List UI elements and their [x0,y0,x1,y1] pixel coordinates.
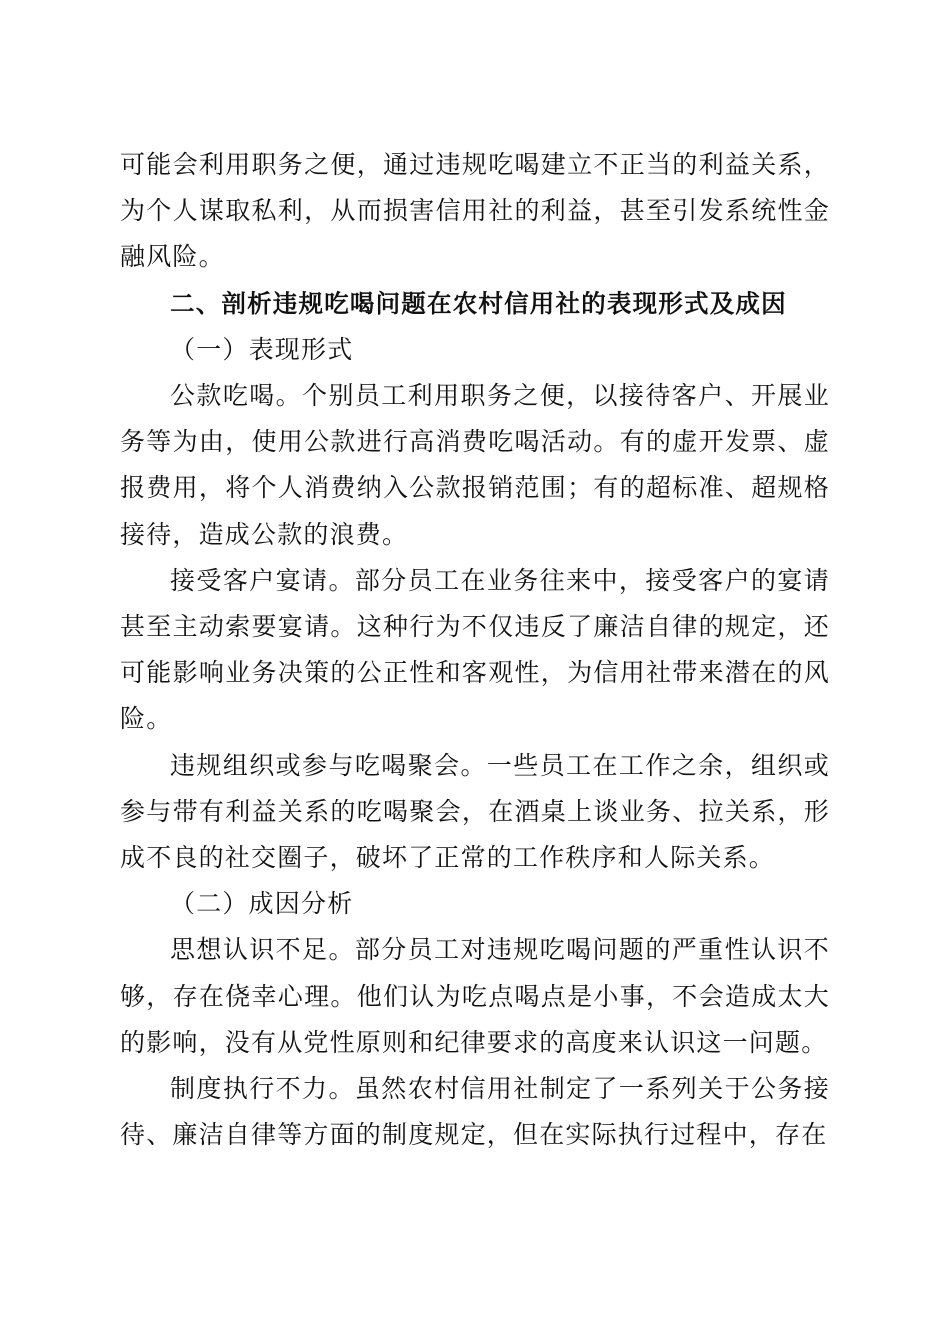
document-body [120,142,830,1158]
paragraph-public-funds-dining: 公款吃喝。个别员工利用职务之便，以接待客户、开展业务等为由，使用公款进行高消费吃喝活动。有的虚开发票、虚报费用，将个人消费纳入公款报销范围；有的超标准、超规格接待，造成公款的浪费。 [120,381,830,549]
subsection-heading-causes: （二）成因分析 [170,889,354,919]
paragraph-insufficient-awareness: 思想认识不足。部分员工对违规吃喝问题的严重性认识不够，存在侥幸心理。他们认为吃点喝点是小事，不会造成太大的影响，没有从党性原则和纪律要求的高度来认识这一问题。 [120,935,830,1057]
paragraph-dining-gatherings: 违规组织或参与吃喝聚会。一些员工在工作之余，组织或参与带有利益关系的吃喝聚会，在酒桌上谈业务、拉关系，形成不良的社交圈子，破坏了正常的工作秩序和人际关系。 [120,750,830,873]
paragraph-continued: 可能会利用职务之便，通过违规吃喝建立不正当的利益关系，为个人谋取私利，从而损害信用社的利益，甚至引发系统性金融风险。 [120,150,830,272]
paragraph-accepting-banquets: 接受客户宴请。部分员工在业务往来中，接受客户的宴请甚至主动索要宴请。这种行为不仅违反了廉洁自律的规定，还可能影响业务决策的公正性和客观性，为信用社带来潜在的风险。 [120,565,830,734]
paragraph-weak-enforcement: 制度执行不力。虽然农村信用社制定了一系列关于公务接待、廉洁自律等方面的制度规定，但在实际执行过程中，存在 [120,1074,830,1150]
subsection-heading-forms: （一）表现形式 [170,334,354,364]
section-heading: 二、剖析违规吃喝问题在农村信用社的表现形式及成因 [170,288,787,318]
